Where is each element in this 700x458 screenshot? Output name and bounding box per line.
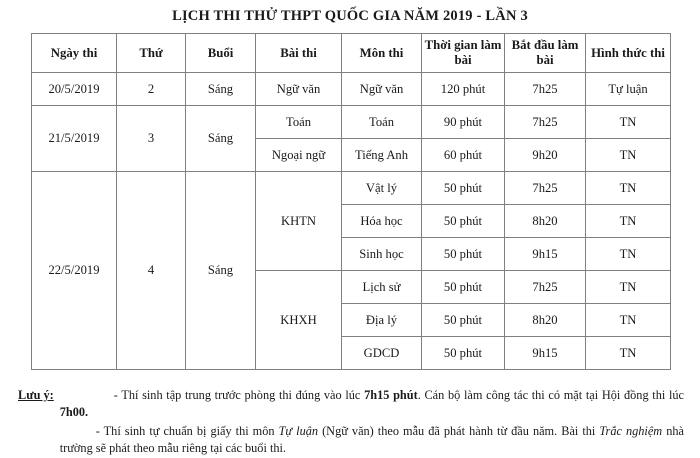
cell-session: Sáng [186,105,256,171]
table-row [32,105,671,138]
note-1-bold-b: 7h00. [59,405,89,420]
note-2-text-c: nhà trường sẽ phát theo mẫu riêng tại các buổi thi. [59,423,684,456]
note-paragraph-2 [60,423,684,458]
column-header-session: Buổi [186,33,256,72]
cell-exam-paper: KHXH [256,270,342,369]
cell-exam-date: 20/5/2019 [32,72,117,105]
cell-weekday: 2 [117,72,186,105]
table-body [32,72,671,369]
column-header-exam-date: Ngày thi [32,33,117,72]
cell-duration: 50 phút [422,237,505,270]
cell-duration: 50 phút [422,204,505,237]
cell-subject: Hóa học [342,204,422,237]
cell-subject: Toán [342,105,422,138]
note-2-text-a: - Thí sinh tự chuẩn bị giấy thi môn [95,423,279,438]
column-header-weekday: Thứ [117,33,186,72]
cell-duration: 60 phút [422,138,505,171]
cell-weekday: 3 [117,105,186,171]
cell-exam-format: TN [586,237,671,270]
cell-duration: 50 phút [422,270,505,303]
cell-exam-format: TN [586,336,671,369]
cell-session: Sáng [186,72,256,105]
cell-start-time: 9h15 [505,237,586,270]
cell-subject: Ngữ văn [342,72,422,105]
note-1-text-b: . Cán bộ làm công tác thi có mặt tại Hội đồng thi lúc [417,387,684,402]
cell-exam-format: Tự luận [586,72,671,105]
column-header-exam-format: Hình thức thi [586,33,671,72]
cell-weekday: 4 [117,171,186,369]
exam-schedule-table [31,33,671,370]
notes-label: Lưu ý: [18,387,54,402]
note-paragraph-1 [60,387,684,422]
table-row [32,171,671,204]
cell-exam-format: TN [586,270,671,303]
column-header-start-time: Bắt đầu làm bài [505,33,586,72]
cell-exam-paper: Toán [256,105,342,138]
notes-body [60,387,684,458]
cell-start-time: 7h25 [505,72,586,105]
cell-start-time: 8h20 [505,204,586,237]
cell-duration: 90 phút [422,105,505,138]
cell-subject: Địa lý [342,303,422,336]
cell-start-time: 8h20 [505,303,586,336]
cell-subject: Vật lý [342,171,422,204]
cell-exam-format: TN [586,171,671,204]
cell-session: Sáng [186,171,256,369]
cell-duration: 50 phút [422,171,505,204]
note-2-italic-a: Tự luận [278,423,319,438]
cell-duration: 50 phút [422,303,505,336]
note-1-bold-a: 7h15 phút [364,387,418,402]
cell-exam-paper: KHTN [256,171,342,270]
column-header-exam-paper: Bài thi [256,33,342,72]
cell-exam-format: TN [586,303,671,336]
cell-exam-format: TN [586,105,671,138]
cell-exam-paper: Ngoại ngữ [256,138,342,171]
cell-start-time: 9h20 [505,138,586,171]
note-2-italic-b: Trắc nghiệm [599,423,663,438]
cell-subject: GDCD [342,336,422,369]
schedule-table-container [0,33,700,370]
table-row [32,72,671,105]
cell-exam-date: 21/5/2019 [32,105,117,171]
cell-exam-format: TN [586,204,671,237]
cell-start-time: 9h15 [505,336,586,369]
note-2-text-b: (Ngữ văn) theo mẫu đã phát hành từ đầu năm. Bài thi [318,423,600,438]
page-title: LỊCH THI THỬ THPT QUỐC GIA NĂM 2019 - LẦN 3 [172,8,528,24]
cell-duration: 120 phút [422,72,505,105]
note-1-text-a: - Thí sinh tập trung trước phòng thi đúng vào lúc [113,387,365,402]
column-header-duration: Thời gian làm bài [422,33,505,72]
note-row [18,387,684,458]
cell-exam-format: TN [586,138,671,171]
cell-start-time: 7h25 [505,105,586,138]
cell-subject: Sinh học [342,237,422,270]
cell-exam-paper: Ngữ văn [256,72,342,105]
cell-exam-date: 22/5/2019 [32,171,117,369]
cell-start-time: 7h25 [505,171,586,204]
cell-start-time: 7h25 [505,270,586,303]
table-header-row [32,33,671,72]
table-header [32,33,671,72]
cell-subject: Tiếng Anh [342,138,422,171]
notes-section [0,370,700,458]
cell-subject: Lịch sử [342,270,422,303]
cell-duration: 50 phút [422,336,505,369]
column-header-subject: Môn thi [342,33,422,72]
